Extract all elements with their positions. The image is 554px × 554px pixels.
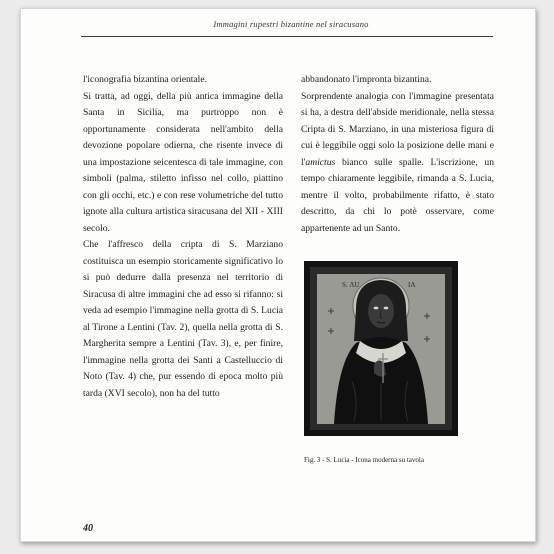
right-paragraph-2-text-after: bianco sulle spalle. L'iscrizione, un tempo chiaramente leggibile, rimanda a S. Lucia, mentre il volto, probabilmente rifatto, è stato descritto, da chi lo potè osservare, come appartenente ad un Santo. [301,156,494,234]
right-paragraph-2 [301,89,494,238]
document-page [20,8,536,542]
right-column [301,72,494,237]
left-paragraph-3: Che l'affresco della cripta di S. Marziano costituisca un esempio storicamente significativo lo si può dedurre dalla presenza nel territorio di Siracusa di altre immagini che ad esso si rifanno: si veda ad esempio l'immagine nella grotta di S. Lucia al Tirone a Lentini (Tav. 2), quella nella grotta di S. Margherita sempre a Lentini (Tav. 3), e, per finire, l'immagine nella grotta dei Santi a Castelluccio di Noto (Tav. 4) che, pur essendo di epoca molto più tarda (XVI secolo), non ha del tutto [83,239,283,399]
running-header: Immagini rupestri bizantine nel siracusano [213,19,369,29]
saint-lucy-icon-image [304,261,458,436]
icon-inscription-right: IA [408,281,416,289]
amictus-term: amictus [305,156,336,168]
left-column [83,72,283,402]
left-paragraph-2: Si tratta, ad oggi, della più antica immagine della Santa in Sicilia, ma purtroppo non è opportunamente considerata nell'ambito della devozione popolare odierna, che risente invece di una impostazione seicentesca di tale immagine, con simboli (palma, stiletto infisso nel collo, piattino con gli occhi, etc.) e con rese volumetriche del tutto ignote alla cultura artistica siracusana del XII - XIII secolo. [83,90,283,234]
page-number: 40 [83,523,93,534]
header-rule [81,36,493,37]
right-paragraph-2-text-before: Sorprendente analogia con l'immagine presentata si ha, a destra dell'abside meridionale, nella stessa Cripta di S. Marziano, in una misteriosa figura di cui è leggibile oggi solo la posizione delle mani e l' [301,90,494,168]
icon-inscription-left: S. ΛU [342,281,360,289]
right-paragraph-1: abbandonato l'impronta bizantina. [301,74,432,85]
icon-photograph [304,261,458,436]
figure-caption: Fig. 3 - S. Lucia - Icona moderna su tavola [304,456,424,464]
left-paragraph-1: l'iconografia bizantina orientale. [83,74,207,85]
